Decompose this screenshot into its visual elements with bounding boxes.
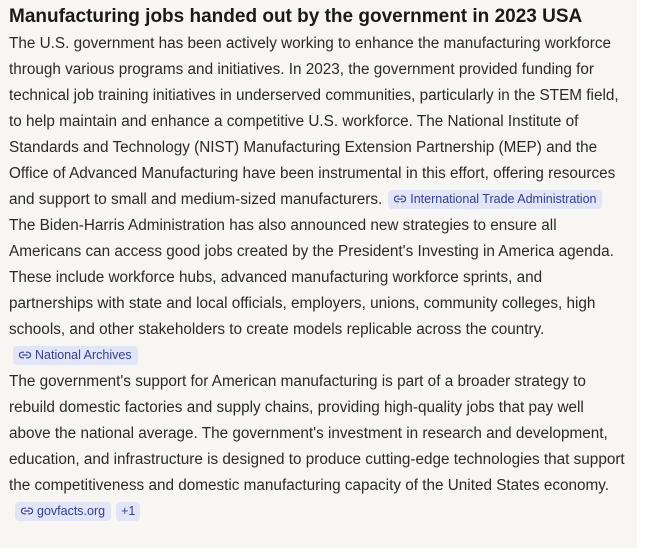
paragraph-2	[9, 213, 628, 369]
source-chip-national-archives[interactable]	[13, 346, 138, 365]
link-icon	[394, 195, 406, 203]
paragraph-3	[9, 369, 628, 525]
paragraph-1-text: The U.S. government has been actively working to enhance the manufacturing workforce through various programs and initiatives. In 2023, the government provided funding for technical job training initiatives in underserved communities, particularly in the STEM field, to help maintain and enhance a competitive U.S. workforce. The National Institute of Standards and Technology (NIST) Manufacturing Extension Partnership (MEP) and the Office of Advanced Manufacturing have been instrumental in this effort, offering resources and support to small and medium-sized manufacturers.	[9, 35, 619, 208]
source-chip-govfacts[interactable]	[15, 502, 111, 521]
article-title: Manufacturing jobs handed out by the government in 2023 USA	[9, 6, 583, 27]
source-chip-international-trade-administration[interactable]	[388, 190, 602, 209]
link-icon	[21, 507, 33, 515]
source-chip-label: govfacts.org	[37, 503, 106, 518]
paragraph-3-text: The government's support for American manufacturing is part of a broader strategy to rebuild domestic factories and supply chains, providing high-quality jobs that pay well above the national average. The government's investment in research and development, education, and infrastructure is designed to produce cutting-edge technologies that support the competitiveness and domestic manufacturing capacity of the United States economy.	[9, 373, 625, 494]
link-icon	[19, 351, 31, 359]
paragraph-1	[9, 31, 628, 213]
more-sources-button[interactable]: +1	[116, 502, 140, 521]
paragraph-2-text: The Biden-Harris Administration has also announced new strategies to ensure all Americans can access good jobs created by the President's Investing in America agenda. These include workforce hubs, advanced manufacturing workforce sprints, and partnerships with state and local officials, employers, unions, community colleges, high schools, and other stakeholders to create models replicable across the country.	[9, 217, 614, 338]
source-chip-label: National Archives	[35, 347, 132, 362]
source-chip-label: International Trade Administration	[410, 191, 597, 206]
